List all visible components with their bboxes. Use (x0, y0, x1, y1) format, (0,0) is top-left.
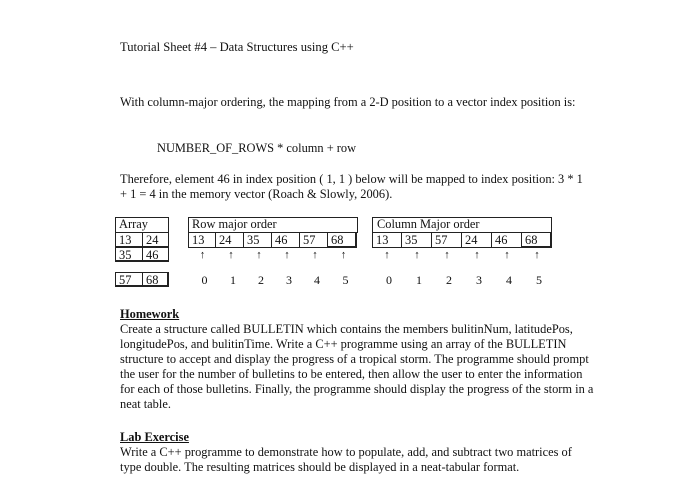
index-label: 4 (506, 273, 512, 287)
array-cell: 57 (115, 272, 143, 287)
homework-section (120, 307, 595, 412)
up-arrow-icon: ↑ (228, 249, 234, 261)
up-arrow-icon: ↑ (312, 249, 318, 261)
page-title: Tutorial Sheet #4 – Data Structures using C++ (120, 40, 354, 54)
row-major-arrows (188, 248, 358, 263)
column-major-cells (372, 232, 552, 248)
row-major-cells (188, 232, 357, 248)
array-cell: 46 (142, 247, 169, 262)
up-arrow-icon: ↑ (414, 249, 420, 261)
index-label: 1 (230, 273, 236, 287)
intro-paragraph: With column-major ordering, the mapping from a 2-D position to a vector index position is: (120, 95, 576, 109)
lab-exercise-body: Write a C++ programme to demonstrate how to populate, add, and subtract two matrices of type double. The resulting matrices should be displayed in a neat-tabular format. (120, 445, 572, 474)
index-label: 0 (201, 273, 208, 287)
up-arrow-icon: ↑ (284, 249, 290, 261)
array-cell: 68 (142, 272, 169, 287)
array-label: Array (119, 217, 148, 231)
up-arrow-icon: ↑ (534, 249, 540, 261)
column-major-arrows (372, 248, 552, 263)
up-arrow-icon: ↑ (384, 249, 390, 261)
array-row-2 (115, 272, 168, 287)
index-label: 3 (286, 273, 292, 287)
array-cell: 24 (142, 232, 169, 247)
homework-body: Create a structure called BULLETIN which contains the members bulitinNum, latitudePos, longitudePos, and bulitinTime. Write a C++ programme using an array of the BULLETIN structure to accept and display the progress of a tropical storm. The programme should prompt the user for the number of bulletins to be entered, then allow the user to enter the information for each of those bulletins. Finally, the programme should display the progress of the storm in a neat table. (120, 322, 594, 411)
lab-exercise-section (120, 430, 590, 475)
up-arrow-icon: ↑ (256, 249, 262, 261)
array-row-1 (115, 247, 168, 262)
index-label: 3 (476, 273, 482, 287)
array-cell: 35 (115, 247, 143, 262)
row-major-cell: 13 (188, 233, 216, 248)
up-arrow-icon: ↑ (199, 249, 206, 261)
formula: NUMBER_OF_ROWS * column + row (157, 141, 357, 155)
row-major-cell: 46 (272, 233, 300, 248)
explanation-paragraph: Therefore, element 46 in index position ( 1, 1 ) below will be mapped to index position: 3 * 1 + 1 = 4 in the memory vector (Roach & Slowly, 2006). (120, 172, 583, 201)
index-label: 5 (536, 273, 542, 287)
column-major-indices (374, 273, 554, 288)
index-label: 2 (446, 273, 452, 287)
row-major-cell: 57 (300, 233, 328, 248)
row-major-indices (190, 273, 360, 288)
index-label: 5 (342, 273, 349, 287)
column-major-label: Column Major order (377, 217, 480, 231)
up-arrow-icon: ↑ (474, 249, 480, 261)
index-label: 2 (258, 273, 264, 287)
index-label: 0 (386, 273, 392, 287)
homework-heading: Homework (120, 307, 180, 321)
up-arrow-icon: ↑ (504, 249, 510, 261)
column-major-cell: 68 (522, 233, 552, 248)
row-major-cell: 35 (244, 233, 272, 248)
index-label: 1 (416, 273, 422, 287)
up-arrow-icon: ↑ (340, 249, 347, 261)
column-major-cell: 57 (432, 233, 462, 248)
array-row-0 (115, 232, 168, 247)
column-major-cell: 13 (372, 233, 402, 248)
row-major-label: Row major order (192, 217, 277, 231)
column-major-cell: 35 (402, 233, 432, 248)
column-major-cell: 46 (492, 233, 522, 248)
up-arrow-icon: ↑ (444, 249, 450, 261)
array-cell: 13 (115, 232, 143, 247)
index-label: 4 (314, 273, 320, 287)
row-major-cell: 68 (328, 233, 357, 248)
row-major-cell: 24 (216, 233, 244, 248)
column-major-cell: 24 (462, 233, 492, 248)
lab-exercise-heading: Lab Exercise (120, 430, 189, 444)
